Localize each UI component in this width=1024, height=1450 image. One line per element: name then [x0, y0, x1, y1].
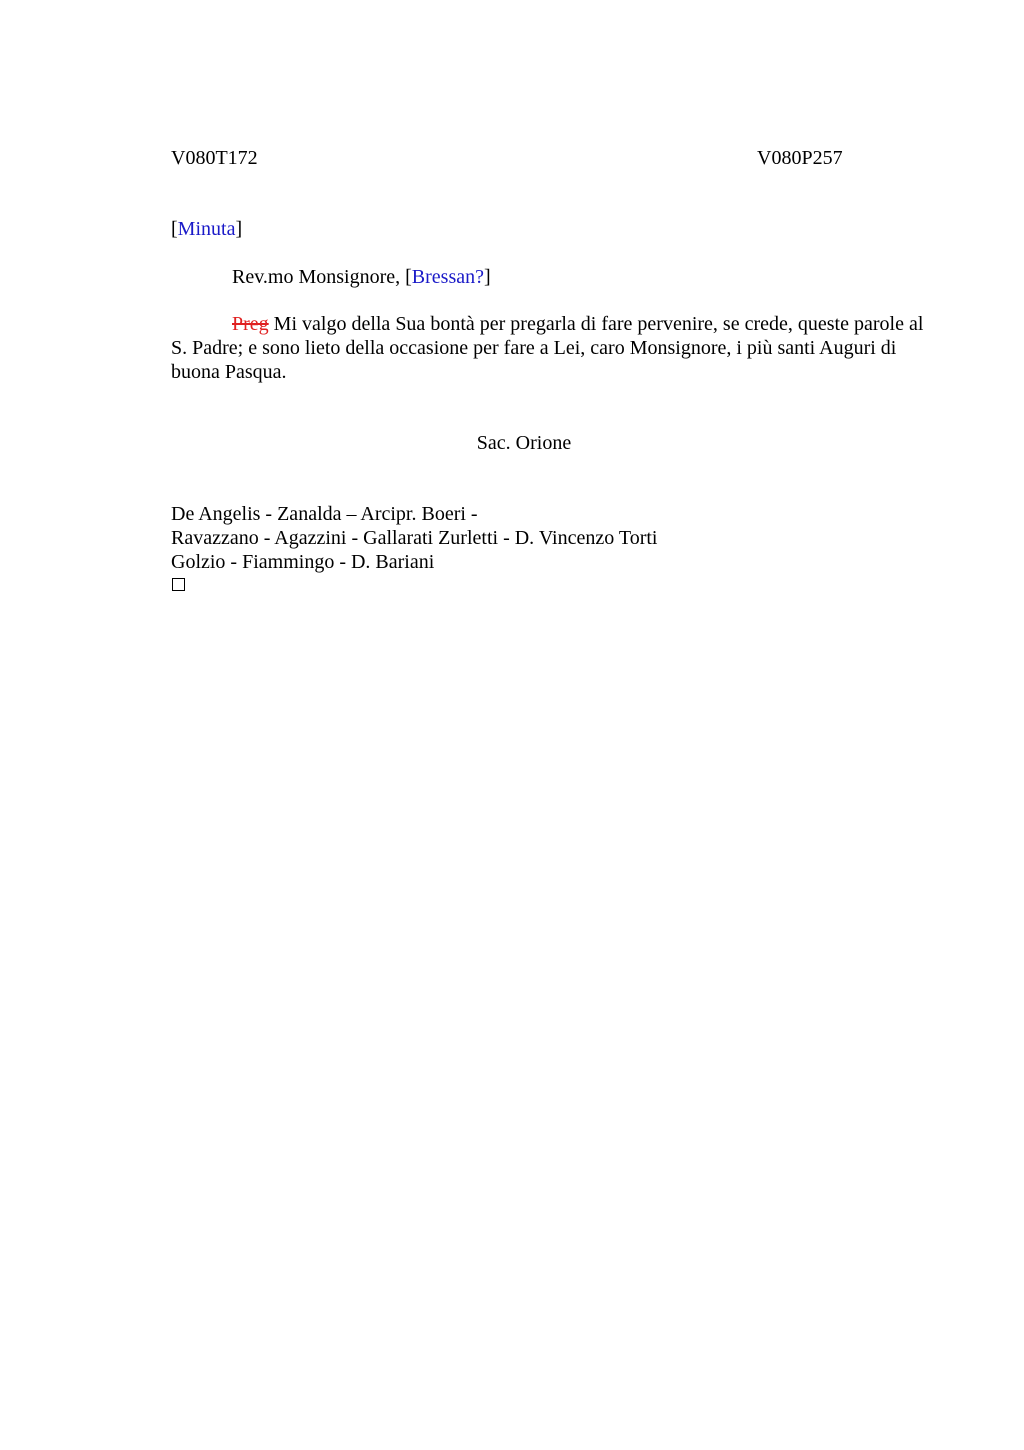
recipients-line: Ravazzano - Agazzini - Gallarati Zurletti - D. Vincenzo Torti: [171, 527, 658, 549]
letter-body-text: Mi valgo della Sua bontà per pregarla di fare pervenire, se crede, queste parole al S. Padre; e sono lieto della occasione per fare a Lei, caro Monsignore, i più santi Auguri di buona Pasqua.: [171, 313, 924, 383]
note-label: Minuta: [177, 218, 236, 240]
letter-body: [171, 312, 931, 384]
salutation-text: Rev.mo Monsignore, [: [232, 266, 412, 288]
salutation: [232, 265, 491, 289]
note-close-bracket: ]: [235, 218, 243, 240]
editorial-note: [171, 217, 242, 241]
signature: Sac. Orione: [476, 432, 572, 454]
recipients-line: De Angelis - Zanalda – Arcipr. Boeri -: [171, 503, 478, 525]
recipient-guess: Bressan?: [411, 266, 484, 288]
salutation-close-bracket: ]: [484, 266, 491, 288]
document-code-right: V080P257: [757, 147, 843, 169]
document-code-left: V080T172: [171, 147, 258, 169]
deleted-word: Preg: [232, 313, 269, 335]
checkbox-icon: [172, 578, 185, 591]
recipients-line: Golzio - Fiammingo - D. Bariani: [171, 551, 435, 573]
note-open-bracket: [: [171, 218, 178, 240]
recipients-list: [171, 502, 657, 574]
